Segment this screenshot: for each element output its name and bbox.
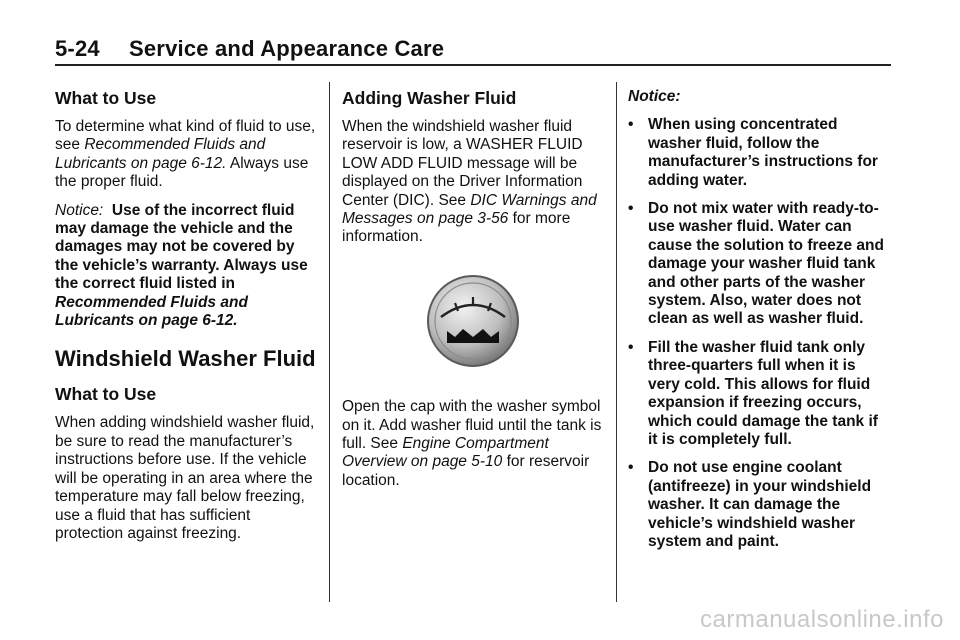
washer-fluid-paragraph: When adding windshield washer fluid, be sure to read the manufacturer’s instructions before use. If the vehicle will be operating in an area where the temperature may fall below freezing, use a fluid that has sufficient protection against freezing. <box>55 414 315 542</box>
open-cap-paragraph: Open the cap with the washer symbol on it. Add washer fluid until the tank is full. See Engine Compartment Overview on page 5-10 for reservoir location. <box>342 398 602 489</box>
column-divider <box>616 82 617 602</box>
washer-fluid-symbol-icon <box>425 273 521 369</box>
list-item: • Do not mix water with ready-to-use washer fluid. Water can cause the solution to freeze and damage your washer fluid tank and other parts of the washer system. Also, water does not clean as well as washer fluid. <box>628 200 890 329</box>
list-item: • Do not use engine coolant (antifreeze) in your windshield washer. It can damage the vehicle’s windshield washer system and paint. <box>628 459 890 551</box>
notice-bullet-list <box>628 116 890 551</box>
column-left <box>55 88 320 553</box>
list-item: • When using concentrated washer fluid, follow the manufacturer’s instructions for adding water. <box>628 116 890 190</box>
column-right <box>628 88 890 561</box>
section-title: Service and Appearance Care <box>129 36 445 61</box>
cross-reference-link[interactable]: DIC Warnings and Messages on page 3-56 <box>342 191 597 228</box>
cross-reference-link[interactable]: Recommended Fluids and Lubricants on page 6-12. <box>55 293 248 330</box>
adding-washer-fluid-heading: Adding Washer Fluid <box>342 88 517 108</box>
windshield-washer-fluid-title: Windshield Washer Fluid <box>55 346 316 372</box>
cross-reference-link[interactable]: Recommended Fluids and Lubricants on page 6-12. <box>55 136 266 172</box>
column-divider <box>329 82 330 602</box>
watermark: carmanualsonline.info <box>700 606 944 633</box>
cross-reference-link[interactable]: Engine Compartment Overview on page 5-10 <box>342 435 549 471</box>
adding-fluid-paragraph: When the windshield washer fluid reservoir is low, a WASHER FLUID LOW ADD FLUID message will be displayed on the Driver Information Center (DIC). See DIC Warnings and Messages on page 3-56 for more information. <box>342 118 597 246</box>
page-number: 5-24 <box>55 36 100 61</box>
column-middle <box>342 88 604 500</box>
notice-label: Notice: <box>628 88 681 105</box>
notice-label: Notice: <box>55 201 104 219</box>
list-item: • Fill the washer fluid tank only three-quarters full when it is very cold. This allows for fluid expansion if freezing occurs, which could damage the tank if it is completely full. <box>628 339 890 449</box>
what-to-use-heading-2: What to Use <box>55 384 157 405</box>
header-rule <box>55 64 891 66</box>
what-to-use-paragraph: To determine what kind of fluid to use, see Recommended Fluids and Lubricants on page 6-12. Always use the proper fluid. <box>55 118 316 191</box>
what-to-use-heading: What to Use <box>55 88 157 108</box>
washer-symbol-figure <box>342 273 604 374</box>
notice-paragraph: Notice: Use of the incorrect fluid may damage the vehicle and the damages may not be covered by the vehicle’s warranty. Always use the correct fluid listed in Recommended Fluids and Lubricants on page 6-12. <box>55 201 308 330</box>
page-header <box>55 36 444 62</box>
